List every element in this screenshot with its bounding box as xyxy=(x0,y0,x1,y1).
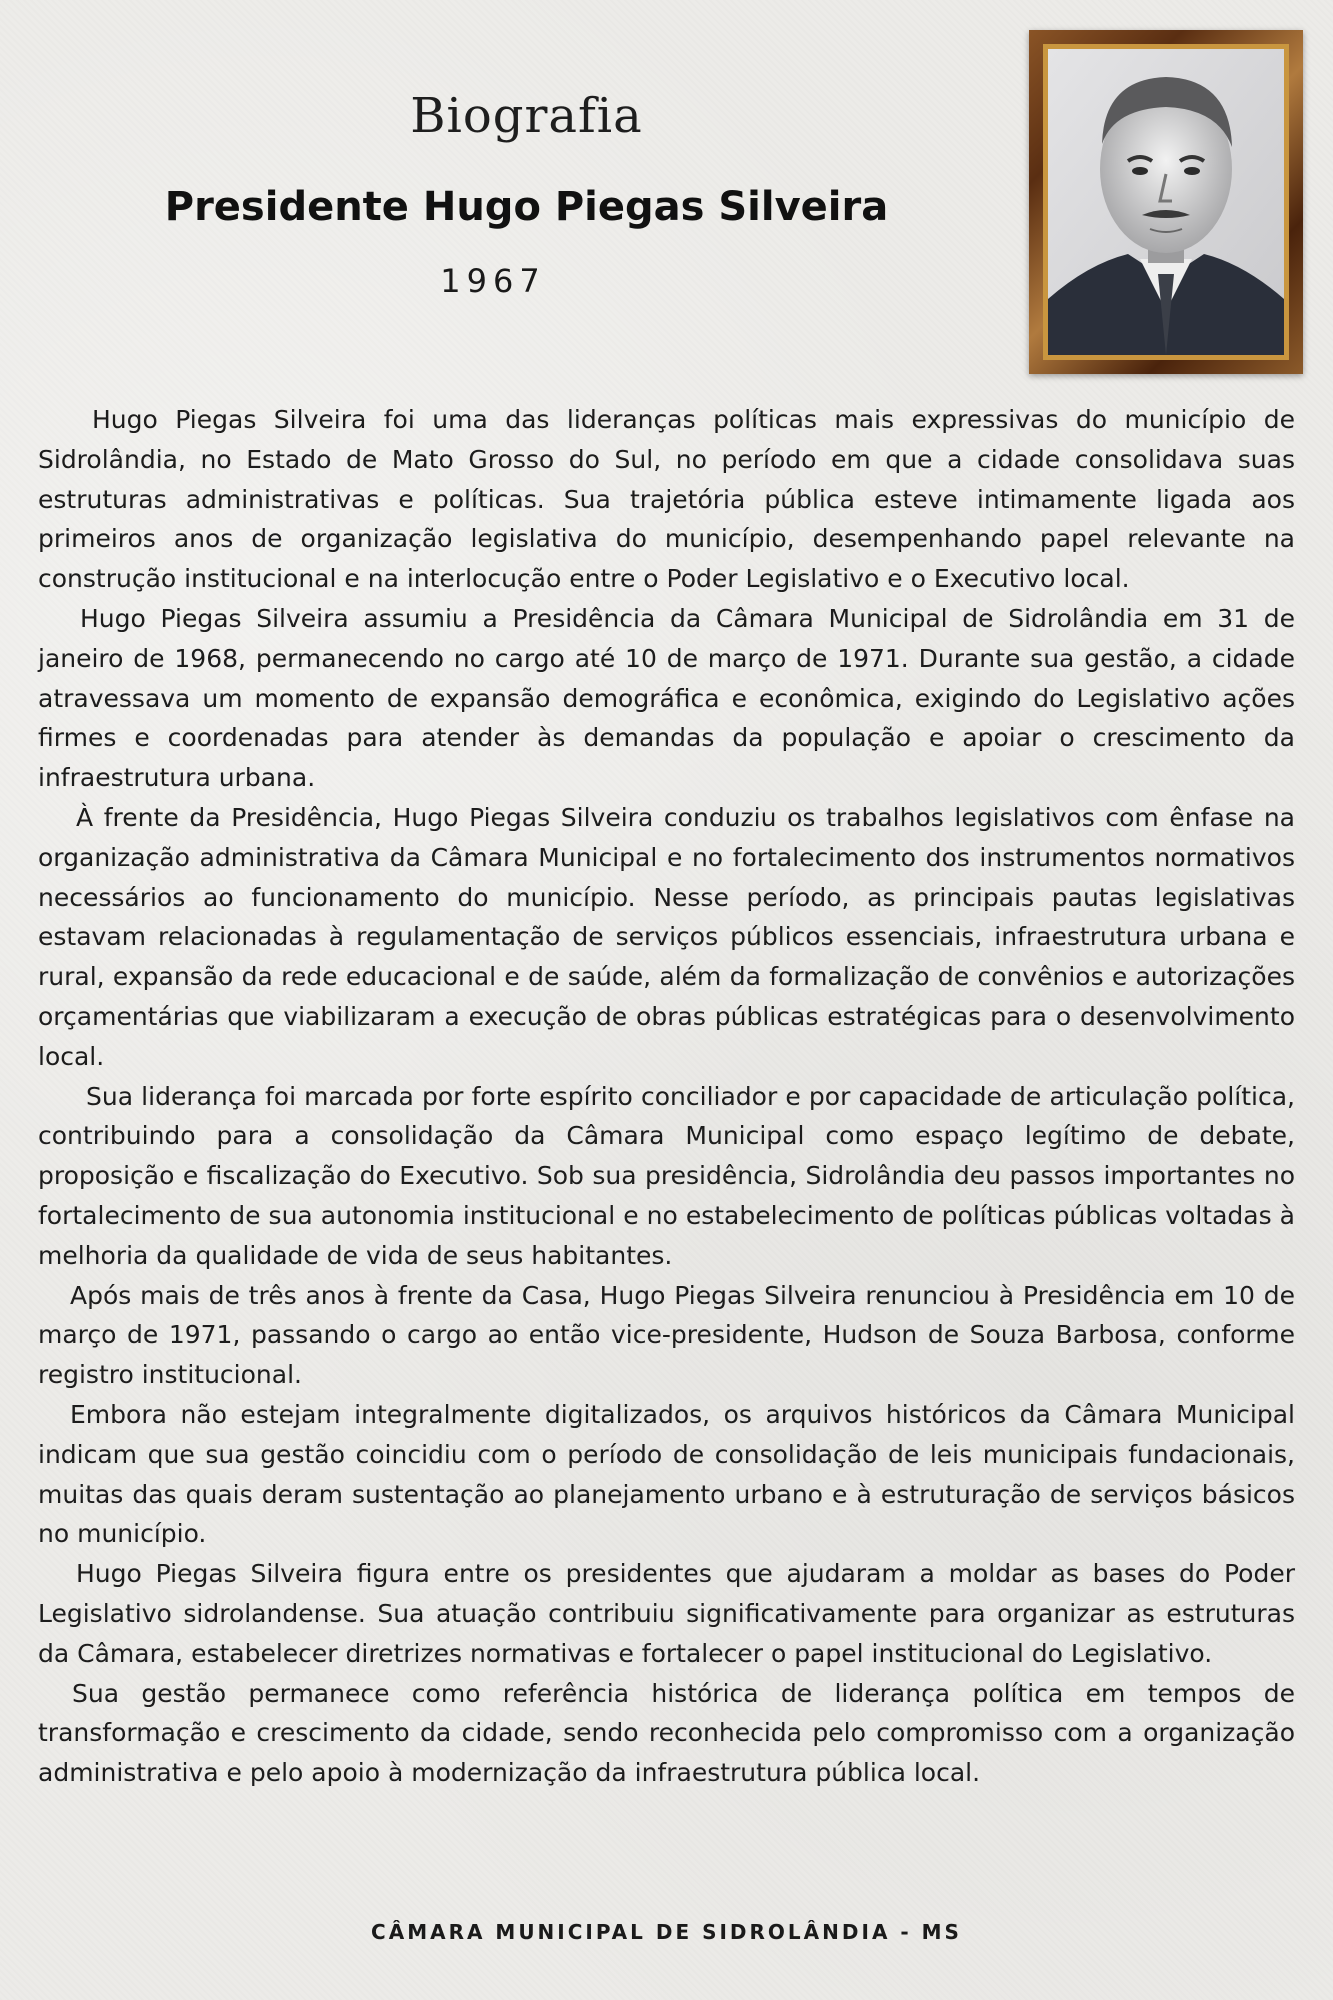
portrait-frame xyxy=(1029,30,1303,374)
portrait-photo xyxy=(1043,44,1289,360)
paragraph: Sua liderança foi marcada por forte espírito conciliador e por capacidade de articulação política, contribuindo para a consolidação da Câmara Municipal como espaço legítimo de debate, proposição e fiscalização do Executivo. Sob sua presidência, Sidrolândia deu passos importantes no fortalecimento de sua autonomia institucional e no estabelecimento de políticas públicas voltadas à melhoria da qualidade de vida de seus habitantes. xyxy=(38,1081,1295,1270)
paragraph: Embora não estejam integralmente digitalizados, os arquivos históricos da Câmara Municipal indicam que sua gestão coincidiu com o período de consolidação de leis municipais fundacionais, muitas das quais deram sustentação ao planejamento urbano e à estruturação de serviços básicos no município. xyxy=(38,1399,1295,1549)
page-title: Biografia xyxy=(410,88,643,144)
paragraph: Sua gestão permanece como referência histórica de liderança política em tempos de transformação e crescimento da cidade, sendo reconhecida pelo compromisso com a organização administrativa e pelo apoio à modernização da infraestrutura pública local. xyxy=(38,1678,1295,1788)
paragraph: Hugo Piegas Silveira foi uma das lideranças políticas mais expressivas do município de Sidrolândia, no Estado de Mato Grosso do Sul, no período em que a cidade consolidava suas estruturas administrativas e políticas. Sua trajetória pública esteve intimamente ligada aos primeiros anos de organização legislativa do município, desempenhando papel relevante na construção institucional e na interlocução entre o Poder Legislativo e o Executivo local. xyxy=(38,405,1295,594)
paragraph: Hugo Piegas Silveira figura entre os presidentes que ajudaram a moldar as bases do Poder Legislativo sidrolandense. Sua atuação contribuiu significativamente para organizar as estruturas da Câmara, estabelecer diretrizes normativas e fortalecer o papel institucional do Legislativo. xyxy=(38,1559,1295,1668)
person-name-heading: Presidente Hugo Piegas Silveira xyxy=(164,184,889,230)
paragraph: Hugo Piegas Silveira assumiu a Presidência da Câmara Municipal de Sidrolândia em 31 de janeiro de 1968, permanecendo no cargo até 10 de março de 1971. Durante sua gestão, a cidade atravessava um momento de expansão demográfica e econômica, exigindo do Legislativo ações firmes e coordenadas para atender às demandas da população e apoiar o crescimento da infraestrutura urbana. xyxy=(38,603,1295,793)
paragraph: À frente da Presidência, Hugo Piegas Silveira conduziu os trabalhos legislativos com ênfase na organização administrativa da Câmara Municipal e no fortalecimento dos instrumentos normativos necessários ao funcionamento do município. Nesse período, as principais pautas legislativas estavam relacionadas à regulamentação de serviços públicos essenciais, infraestrutura urbana e rural, expansão da rede educacional e de saúde, além da formalização de convênios e autorizações orçamentárias que viabilizaram a execução de obras públicas estratégicas para o desenvolvimento local. xyxy=(38,802,1295,1071)
footer-institution: CÂMARA MUNICIPAL DE SIDROLÂNDIA - MS xyxy=(371,1920,962,1944)
portrait-photo-icon xyxy=(1048,49,1284,355)
year-label: 1967 xyxy=(440,262,546,300)
biography-text xyxy=(38,400,1295,1793)
paragraph: Após mais de três anos à frente da Casa, Hugo Piegas Silveira renunciou à Presidência em 10 de março de 1971, passando o cargo ao então vice-presidente, Hudson de Souza Barbosa, conforme registro institucional. xyxy=(38,1280,1295,1390)
